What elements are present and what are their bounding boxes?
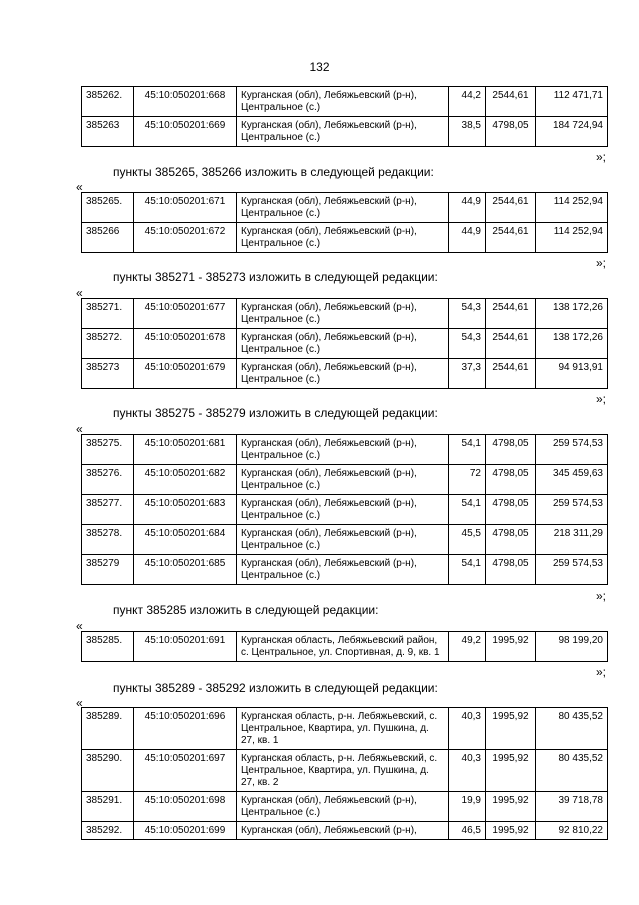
area: 44,2	[449, 87, 486, 117]
area: 46,5	[449, 822, 486, 840]
table-row	[82, 525, 608, 555]
address: Курганская (обл), Лебяжьевский (р-н), Центральное (с.)	[237, 117, 449, 147]
address: Курганская (обл), Лебяжьевский (р-н), Центральное (с.)	[237, 329, 449, 359]
row-number: 385291.	[82, 792, 134, 822]
area: 54,3	[449, 299, 486, 329]
unit-value: 4798,05	[486, 555, 536, 585]
cadastral-value: 218 311,29	[536, 525, 608, 555]
table-row	[82, 555, 608, 585]
cadastral-value: 259 574,53	[536, 555, 608, 585]
amendment-heading: пункты 385275 - 385279 изложить в следующей редакции:	[113, 406, 438, 420]
table-row	[82, 632, 608, 662]
cadastral-number: 45:10:050201:683	[134, 495, 237, 525]
unit-value: 2544,61	[486, 359, 536, 389]
unit-value: 2544,61	[486, 193, 536, 223]
table-row	[82, 299, 608, 329]
cadastral-value: 138 172,26	[536, 329, 608, 359]
row-number: 385278.	[82, 525, 134, 555]
unit-value: 1995,92	[486, 750, 536, 792]
address: Курганская (обл), Лебяжьевский (р-н), Центральное (с.)	[237, 465, 449, 495]
address: Курганская (обл), Лебяжьевский (р-н), Центральное (с.)	[237, 223, 449, 253]
open-quote: «	[76, 180, 83, 194]
property-table	[81, 192, 608, 253]
cadastral-number: 45:10:050201:677	[134, 299, 237, 329]
property-table	[81, 631, 608, 662]
row-number: 385276.	[82, 465, 134, 495]
area: 38,5	[449, 117, 486, 147]
unit-value: 4798,05	[486, 525, 536, 555]
address: Курганская область, р-н. Лебяжьевский, с. Центральное, Квартира, ул. Пушкина, д. 27, кв. 2	[237, 750, 449, 792]
open-quote: «	[76, 696, 83, 710]
row-number: 385289.	[82, 708, 134, 750]
amendment-heading: пункты 385289 - 385292 изложить в следующей редакции:	[113, 681, 438, 695]
area: 72	[449, 465, 486, 495]
row-number: 385266	[82, 223, 134, 253]
area: 54,3	[449, 329, 486, 359]
close-quote: »;	[596, 392, 607, 406]
amendment-heading: пункт 385285 изложить в следующей редакции:	[113, 603, 379, 617]
area: 49,2	[449, 632, 486, 662]
unit-value: 1995,92	[486, 708, 536, 750]
row-number: 385272.	[82, 329, 134, 359]
cadastral-number: 45:10:050201:669	[134, 117, 237, 147]
close-quote: »;	[596, 150, 607, 164]
address: Курганская (обл), Лебяжьевский (р-н), Центральное (с.)	[237, 359, 449, 389]
cadastral-number: 45:10:050201:681	[134, 435, 237, 465]
unit-value: 1995,92	[486, 822, 536, 840]
address: Курганская (обл), Лебяжьевский (р-н), Центральное (с.)	[237, 87, 449, 117]
row-number: 385263	[82, 117, 134, 147]
cadastral-number: 45:10:050201:696	[134, 708, 237, 750]
close-quote: »;	[596, 665, 607, 679]
area: 40,3	[449, 708, 486, 750]
cadastral-number: 45:10:050201:672	[134, 223, 237, 253]
address: Курганская (обл), Лебяжьевский (р-н), Центральное (с.)	[237, 299, 449, 329]
row-number: 385277.	[82, 495, 134, 525]
address: Курганская (обл), Лебяжьевский (р-н),	[237, 822, 449, 840]
cadastral-number: 45:10:050201:678	[134, 329, 237, 359]
row-number: 385292.	[82, 822, 134, 840]
cadastral-value: 259 574,53	[536, 495, 608, 525]
cadastral-number: 45:10:050201:682	[134, 465, 237, 495]
table-row	[82, 708, 608, 750]
property-table	[81, 298, 608, 389]
cadastral-value: 345 459,63	[536, 465, 608, 495]
unit-value: 2544,61	[486, 329, 536, 359]
open-quote: «	[76, 422, 83, 436]
address: Курганская область, р-н. Лебяжьевский, с. Центральное, Квартира, ул. Пушкина, д. 27, кв. 1	[237, 708, 449, 750]
unit-value: 4798,05	[486, 495, 536, 525]
row-number: 385262.	[82, 87, 134, 117]
address: Курганская (обл), Лебяжьевский (р-н), Центральное (с.)	[237, 525, 449, 555]
close-quote: »;	[596, 256, 607, 270]
area: 54,1	[449, 555, 486, 585]
cadastral-value: 98 199,20	[536, 632, 608, 662]
table-row	[82, 193, 608, 223]
cadastral-value: 138 172,26	[536, 299, 608, 329]
cadastral-value: 114 252,94	[536, 223, 608, 253]
row-number: 385279	[82, 555, 134, 585]
unit-value: 4798,05	[486, 117, 536, 147]
table-row	[82, 465, 608, 495]
address: Курганская (обл), Лебяжьевский (р-н), Центральное (с.)	[237, 193, 449, 223]
cadastral-value: 94 913,91	[536, 359, 608, 389]
cadastral-number: 45:10:050201:684	[134, 525, 237, 555]
cadastral-value: 112 471,71	[536, 87, 608, 117]
address: Курганская (обл), Лебяжьевский (р-н), Центральное (с.)	[237, 792, 449, 822]
cadastral-number: 45:10:050201:679	[134, 359, 237, 389]
amendment-heading: пункты 385271 - 385273 изложить в следующей редакции:	[113, 270, 438, 284]
row-number: 385285.	[82, 632, 134, 662]
table-row	[82, 495, 608, 525]
table-row	[82, 822, 608, 840]
area: 45,5	[449, 525, 486, 555]
area: 40,3	[449, 750, 486, 792]
row-number: 385273	[82, 359, 134, 389]
close-quote: »;	[596, 589, 607, 603]
unit-value: 1995,92	[486, 792, 536, 822]
property-table	[81, 434, 608, 585]
area: 44,9	[449, 223, 486, 253]
table-row	[82, 792, 608, 822]
cadastral-value: 80 435,52	[536, 750, 608, 792]
table-row	[82, 329, 608, 359]
table-row	[82, 359, 608, 389]
address: Курганская (обл), Лебяжьевский (р-н), Центральное (с.)	[237, 555, 449, 585]
cadastral-number: 45:10:050201:699	[134, 822, 237, 840]
area: 54,1	[449, 435, 486, 465]
row-number: 385265.	[82, 193, 134, 223]
row-number: 385275.	[82, 435, 134, 465]
area: 44,9	[449, 193, 486, 223]
cadastral-number: 45:10:050201:698	[134, 792, 237, 822]
address: Курганская (обл), Лебяжьевский (р-н), Центральное (с.)	[237, 495, 449, 525]
address: Курганская область, Лебяжьевский район, с. Центральное, ул. Спортивная, д. 9, кв. 1	[237, 632, 449, 662]
table-row	[82, 87, 608, 117]
property-table	[81, 707, 608, 840]
cadastral-number: 45:10:050201:685	[134, 555, 237, 585]
open-quote: «	[76, 619, 83, 633]
area: 19,9	[449, 792, 486, 822]
unit-value: 1995,92	[486, 632, 536, 662]
cadastral-value: 80 435,52	[536, 708, 608, 750]
unit-value: 2544,61	[486, 87, 536, 117]
amendment-heading: пункты 385265, 385266 изложить в следующей редакции:	[113, 165, 434, 179]
area: 37,3	[449, 359, 486, 389]
unit-value: 4798,05	[486, 435, 536, 465]
cadastral-value: 114 252,94	[536, 193, 608, 223]
cadastral-value: 92 810,22	[536, 822, 608, 840]
cadastral-value: 39 718,78	[536, 792, 608, 822]
cadastral-number: 45:10:050201:671	[134, 193, 237, 223]
table-row	[82, 750, 608, 792]
cadastral-number: 45:10:050201:697	[134, 750, 237, 792]
cadastral-value: 259 574,53	[536, 435, 608, 465]
unit-value: 4798,05	[486, 465, 536, 495]
property-table	[81, 86, 608, 147]
table-row	[82, 223, 608, 253]
row-number: 385271.	[82, 299, 134, 329]
address: Курганская (обл), Лебяжьевский (р-н), Центральное (с.)	[237, 435, 449, 465]
area: 54,1	[449, 495, 486, 525]
table-row	[82, 117, 608, 147]
cadastral-number: 45:10:050201:691	[134, 632, 237, 662]
table-row	[82, 435, 608, 465]
open-quote: «	[76, 286, 83, 300]
row-number: 385290.	[82, 750, 134, 792]
cadastral-value: 184 724,94	[536, 117, 608, 147]
unit-value: 2544,61	[486, 223, 536, 253]
page-number: 132	[309, 60, 330, 74]
cadastral-number: 45:10:050201:668	[134, 87, 237, 117]
unit-value: 2544,61	[486, 299, 536, 329]
